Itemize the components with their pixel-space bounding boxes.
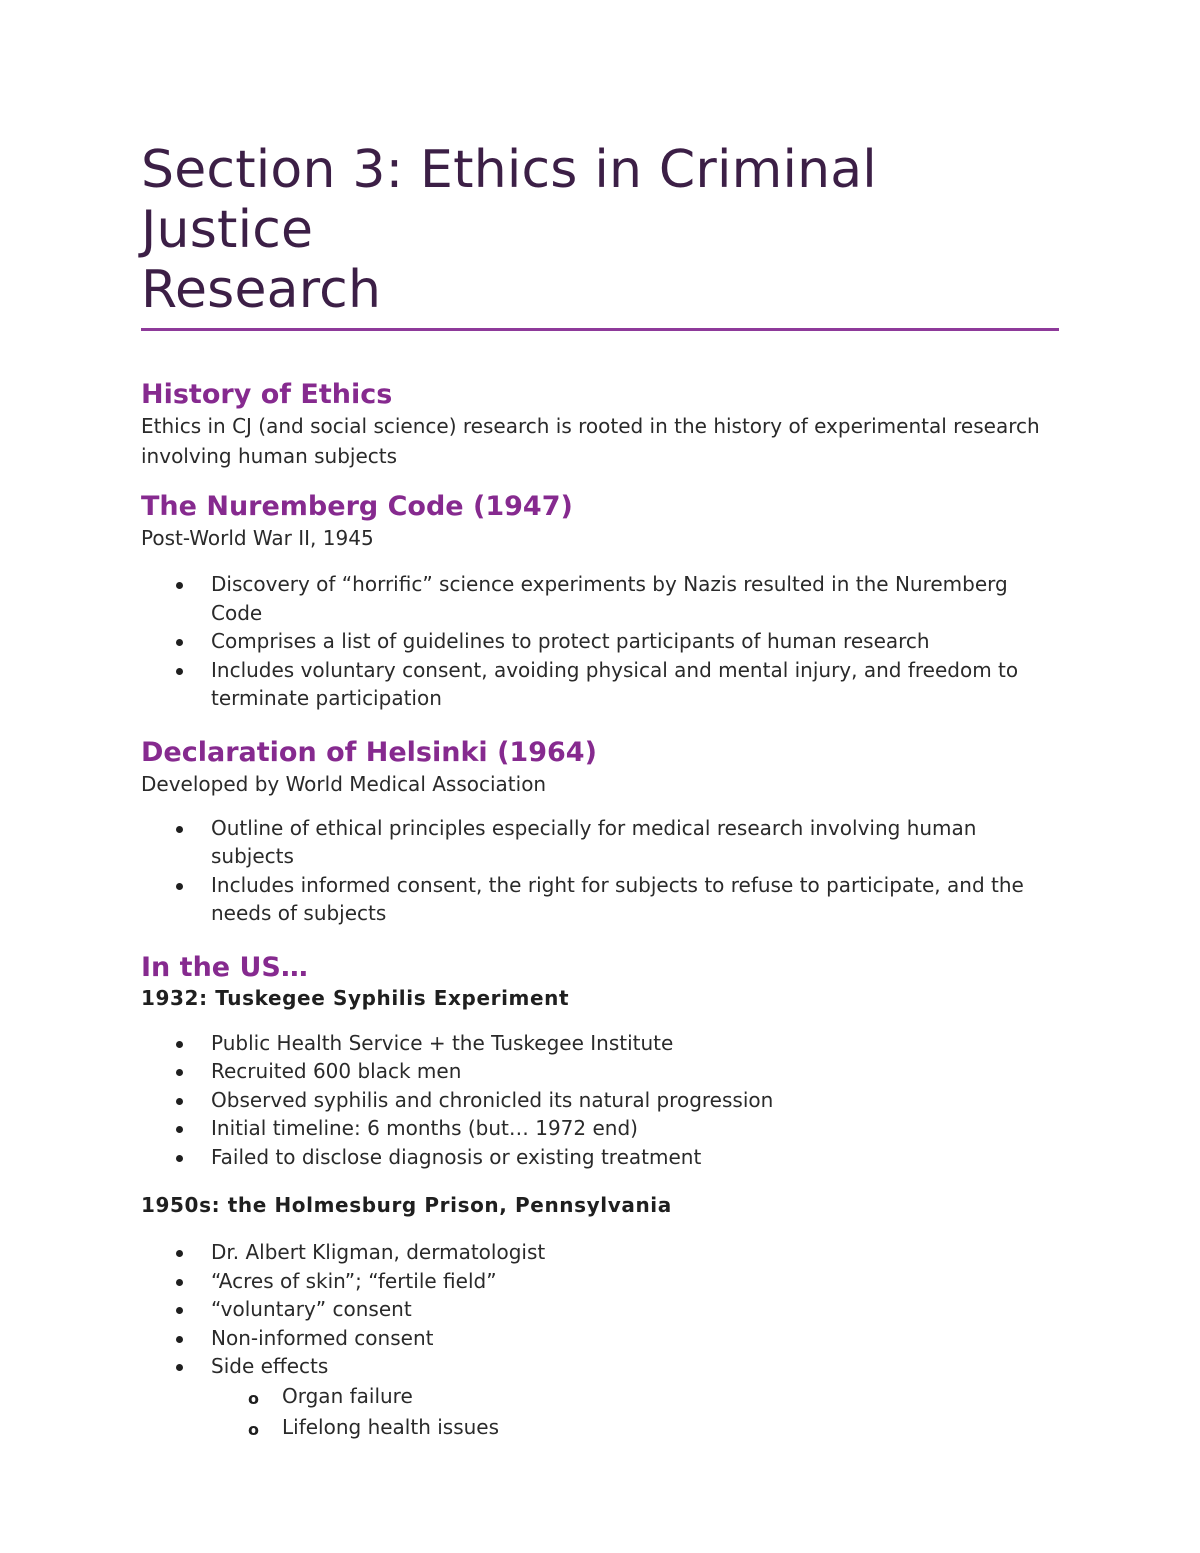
circle-bullet-icon: o [248, 1419, 259, 1439]
list-item-text: Initial timeline: 6 months (but… 1972 end) [211, 1116, 638, 1140]
list-item [141, 1143, 1059, 1172]
bullet-icon [176, 1069, 183, 1076]
bullet-icon [176, 1336, 183, 1343]
bullet-icon [176, 1250, 183, 1257]
list-item-text: “voluntary” consent [211, 1297, 412, 1321]
list-item [141, 871, 1059, 928]
bullet-icon [176, 1126, 183, 1133]
list-item-text: “Acres of skin”; “fertile field” [211, 1268, 497, 1293]
list-item-text: Recruited 600 black men [211, 1059, 462, 1083]
bullet-icon [176, 668, 183, 675]
tuskegee-heading: 1932: Tuskegee Syphilis Experiment [141, 985, 570, 1010]
us-heading: In the US… [141, 951, 308, 983]
list-item [141, 1238, 1059, 1267]
list-item-text: Non-informed consent [211, 1325, 434, 1350]
sub-list-item [141, 1381, 1059, 1412]
list-item-text: Failed to disclose diagnosis or existing treatment [211, 1144, 702, 1169]
list-item [141, 1057, 1059, 1086]
list-item-text: Side effects [211, 1354, 329, 1378]
circle-bullet-icon: o [248, 1388, 259, 1408]
list-item [141, 1086, 1059, 1115]
title-line-1: Section 3: Ethics in Criminal Justice [141, 140, 877, 260]
nuremberg-list [141, 570, 1059, 713]
bullet-icon [176, 1155, 183, 1162]
list-item-text: Includes voluntary consent, avoiding physical and mental injury, and freedom to terminate participation [211, 657, 1019, 710]
holmesburg-heading: 1950s: the Holmesburg Prison, Pennsylvania [141, 1193, 672, 1217]
helsinki-list [141, 814, 1059, 928]
list-item [141, 1324, 1059, 1353]
page-title [141, 140, 1059, 320]
document-page [141, 140, 1059, 1443]
bullet-icon [176, 582, 183, 589]
history-text: Ethics in CJ (and social science) research is rooted in the history of experimental research involving human subjects [141, 414, 1040, 468]
bullet-icon [176, 883, 183, 890]
list-item-text: Dr. Albert Kligman, dermatologist [211, 1240, 546, 1264]
bullet-icon [176, 1041, 183, 1048]
sub-list-item-text: Organ failure [282, 1383, 413, 1408]
nuremberg-heading: The Nuremberg Code (1947) [141, 491, 573, 522]
tuskegee-list [141, 1029, 1059, 1172]
side-effects-sublist [141, 1381, 1059, 1443]
helsinki-heading: Declaration of Helsinki (1964) [141, 736, 597, 768]
holmesburg-list [141, 1238, 1059, 1381]
list-item [141, 570, 1059, 627]
bullet-icon [176, 1307, 183, 1314]
title-line-2: Research [141, 260, 382, 320]
bullet-icon [176, 1279, 183, 1286]
sub-list-item-text: Lifelong health issues [282, 1414, 500, 1439]
list-item-text: Includes informed consent, the right for subjects to refuse to participate, and the needs of subjects [211, 872, 1024, 925]
list-item [141, 627, 1059, 656]
bullet-icon [176, 1364, 183, 1371]
list-item [141, 1352, 1059, 1381]
list-item-text: Observed syphilis and chronicled its natural progression [211, 1087, 774, 1112]
history-heading: History of Ethics [141, 379, 393, 410]
sub-list-item [141, 1412, 1059, 1443]
helsinki-subtitle: Developed by World Medical Association [141, 771, 547, 796]
list-item [141, 1029, 1059, 1058]
list-item-text: Public Health Service + the Tuskegee Institute [211, 1030, 674, 1055]
bullet-icon [176, 1098, 183, 1105]
bullet-icon [176, 639, 183, 646]
list-item [141, 1114, 1059, 1143]
list-item-text: Outline of ethical principles especially for medical research involving human subjects [211, 815, 977, 868]
list-item-text: Discovery of “horrific” science experiments by Nazis resulted in the Nuremberg Code [211, 572, 1008, 625]
list-item [141, 1295, 1059, 1324]
list-item [141, 1267, 1059, 1296]
bullet-icon [176, 826, 183, 833]
title-underline [141, 328, 1059, 331]
list-item [141, 656, 1059, 713]
nuremberg-subtitle: Post-World War II, 1945 [141, 526, 374, 550]
list-item [141, 814, 1059, 871]
list-item-text: Comprises a list of guidelines to protect participants of human research [211, 629, 930, 653]
